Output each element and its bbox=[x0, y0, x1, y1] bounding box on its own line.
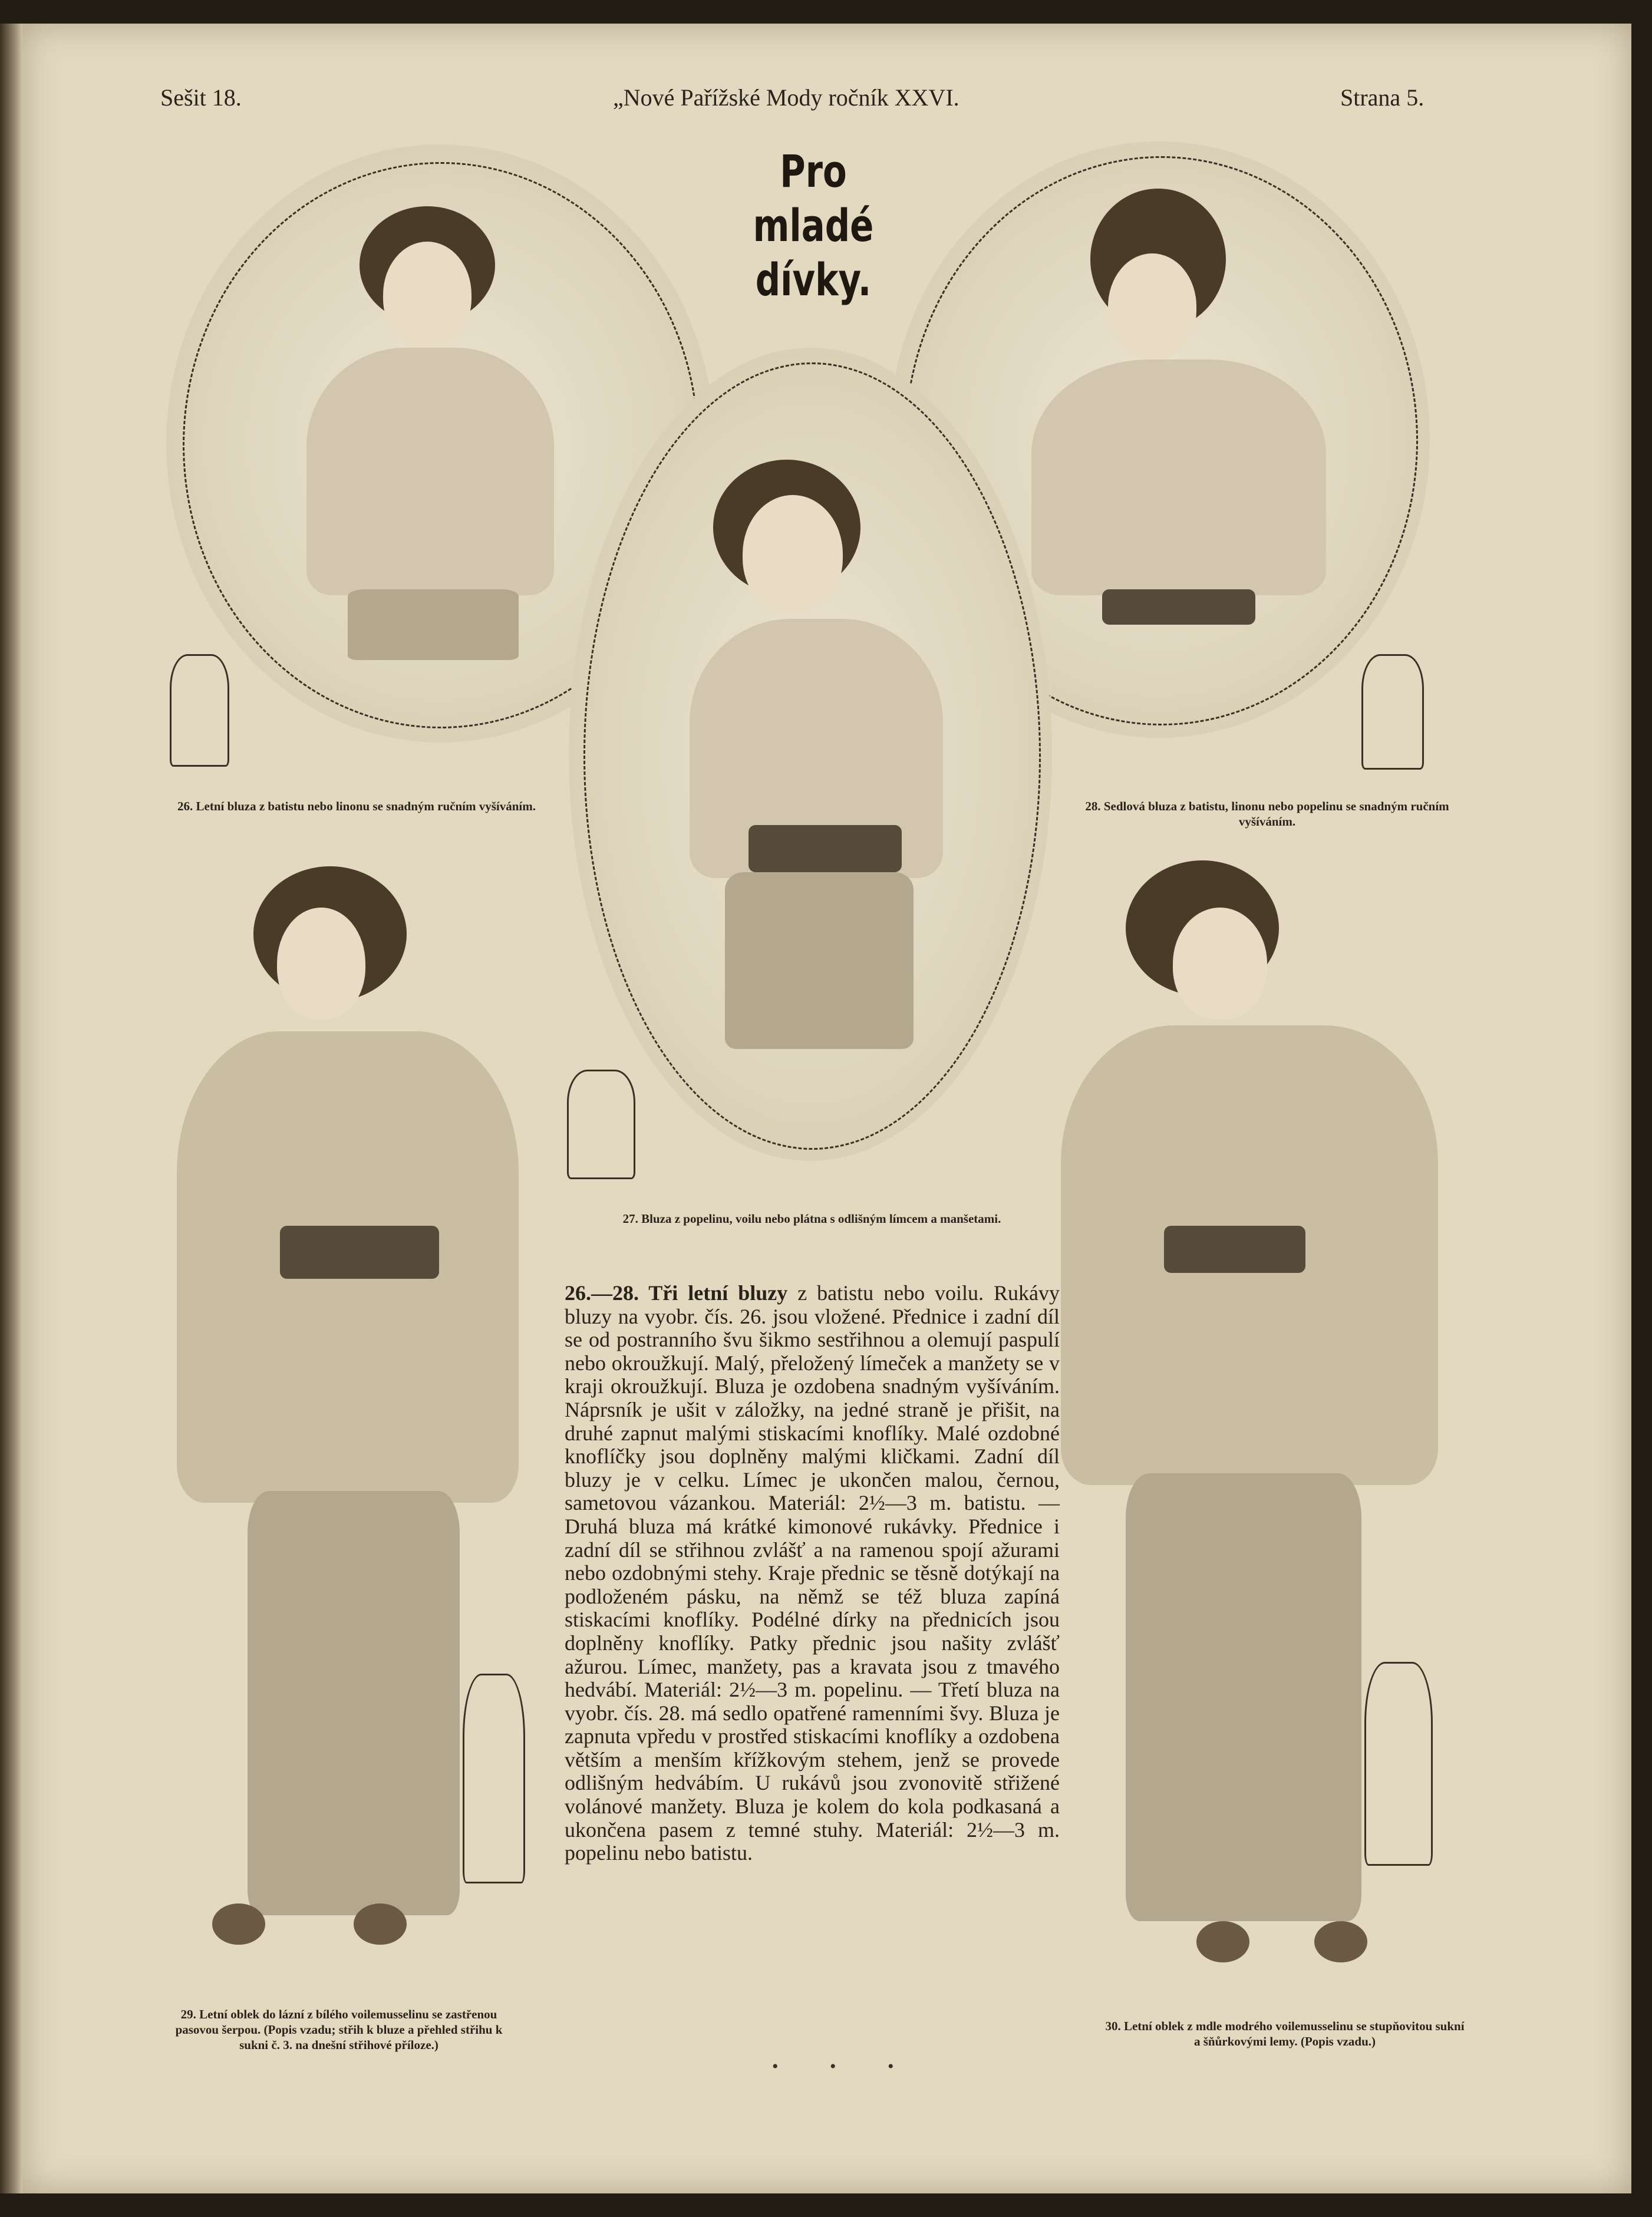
article-text bbox=[565, 1282, 1060, 1865]
waistband-27 bbox=[748, 825, 902, 872]
face-27 bbox=[743, 495, 843, 613]
caption-30: 30. Letní oblek z mdle modrého voilemusselinu se stupňovitou sukní a šňůrkovými lemy. (Popis vzadu.) bbox=[1105, 2019, 1465, 2048]
caption-26: 26. Letní bluza z batistu nebo linonu se snadným ručním vyšíváním. bbox=[177, 799, 536, 813]
illustration-blouse-26 bbox=[306, 206, 566, 666]
skirt-27 bbox=[725, 872, 914, 1049]
issue-number: Sešit 18. bbox=[160, 84, 242, 111]
shoe-29-left bbox=[212, 1903, 265, 1945]
caption-27: 27. Bluza z popelinu, voilu nebo plátna s odlišným límcem a manšetami. bbox=[622, 1212, 1001, 1226]
caption-28: 28. Sedlová bluza z batistu, linonu nebo popelinu se snadným ručním vyšíváním. bbox=[1085, 799, 1449, 829]
pattern-sketch-27 bbox=[567, 1070, 635, 1179]
face-28 bbox=[1108, 253, 1196, 359]
shoe-29-right bbox=[354, 1903, 407, 1945]
skirt-30 bbox=[1126, 1473, 1361, 1921]
illustration-blouse-27 bbox=[690, 460, 961, 1061]
belt-30 bbox=[1164, 1226, 1305, 1273]
skirt-29 bbox=[248, 1491, 460, 1915]
ornament-dots: • • • bbox=[772, 2057, 918, 2076]
caption-29: 29. Letní oblek do lázní z bílého voilemusselinu se zastřenou pasovou šerpou. (Popis vzadu; střih k bluze a přehled střihu k sukni č. 3. na dnešní střihové příloze.) bbox=[175, 2007, 503, 2052]
skirt-26 bbox=[348, 589, 519, 660]
title-line-1: Pro mladé bbox=[753, 145, 874, 252]
sash-29 bbox=[280, 1226, 439, 1279]
face-26 bbox=[383, 242, 471, 348]
shoe-30-left bbox=[1196, 1921, 1249, 1962]
article-lead: 26.—28. Tři letní bluzy bbox=[565, 1281, 788, 1305]
magazine-title: „Nové Pařížské Mody ročník XXVI. bbox=[613, 84, 959, 111]
waistband-28 bbox=[1102, 589, 1255, 625]
article-body: z batistu nebo voilu. Rukávy bluzy na vyobr. čís. 26. jsou vložené. Přednice i zadní díl se od postranního švu šikmo sestřihnou a olemují paspulí nebo okroužkují. Malý, přeložený límeček a manžety se v kraji okroužkují. Bluza je ozdobena snadným vyšíváním. Náprsník je ušit v záložky, na jedné straně je přišit, na druhé zapnut malými stiskacími knoflíky. Malé ozdobné knoflíčky jsou doplněny malými kličkami. Zadní díl bluzy je v celku. Límec je ukončen malou, černou, sametovou vázankou. Materiál: 2½—3 m. batistu. — Druhá bluza má krátké kimonové rukávky. Přednice i zadní díl se střihnou zvlášť a na ramenou spojí ažurami nebo ozdobnými stehy. Kraje přednic se těsně dotýkají na podloženém pásku, na němž se též bluza zapíná stiskacími knoflíky. Podélné dírky na přednicích jsou doplněny knoflíky. Patky přednic jsou našity zvlášť ažurou. Límec, manžety, pas a kravata jsou z tmavého hedvábí. Materiál: 2½—3 m. popelinu. — Třetí bluza na vyobr. čís. 28. má sedlo opatřené ramenními švy. Bluza je zapnuta vpředu v prostřed stiskacími knoflíky a ozdobena větším a menším křížkovým stehem, jenž se provede odlišným hedvábím. U rukávů jsou zvonovitě střižené volánové manžety. Bluza je kolem do kola podkasaná a ukončena pasem z temné stuhy. Materiál: 2½—3 m. popelinu nebo batistu. bbox=[565, 1281, 1060, 1865]
page-title bbox=[717, 144, 910, 307]
face-29 bbox=[277, 908, 365, 1020]
title-line-2: dívky. bbox=[755, 253, 872, 306]
shoe-30-right bbox=[1314, 1921, 1367, 1962]
page-number: Strana 5. bbox=[1340, 84, 1425, 111]
book-spine-edge bbox=[0, 24, 22, 2193]
pattern-sketch-30 bbox=[1364, 1662, 1433, 1866]
blouse-28 bbox=[1031, 359, 1326, 595]
illustration-blouse-28 bbox=[1014, 189, 1344, 648]
blouse-26 bbox=[306, 348, 554, 595]
pattern-sketch-29 bbox=[463, 1674, 525, 1883]
pattern-sketch-28 bbox=[1361, 654, 1424, 770]
face-30 bbox=[1173, 908, 1267, 1020]
pattern-sketch-26 bbox=[170, 654, 229, 767]
